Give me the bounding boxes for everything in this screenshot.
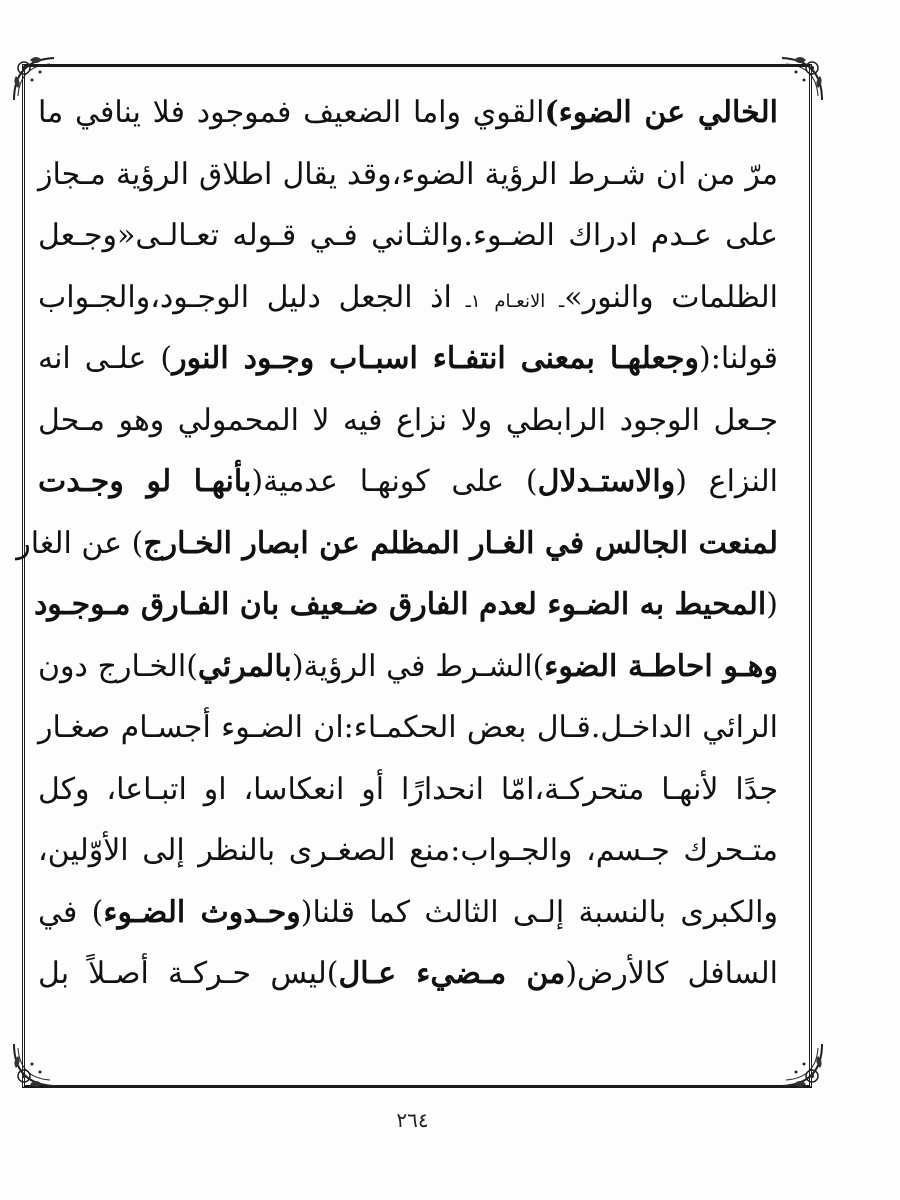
text-line [38, 390, 778, 452]
text-segment: الظلمات والنور» [564, 279, 778, 315]
text-segment: الرائي الداخـل.قـال بعض الحكمـاء:ان الضـوء أجسـام صغـار [38, 710, 778, 745]
text-segment: جـعل الوجود الرابطي ولا نزاع فيه لا المحمولي وهو مـحل [38, 402, 778, 438]
text-segment: ) في [38, 894, 104, 930]
text-segment: ) علـى انه [38, 341, 173, 376]
page-number: ٢٦٤ [396, 1108, 429, 1132]
text-segment: السافل كالأرض( [565, 956, 778, 991]
text-line [16, 513, 778, 575]
text-segment: متـحرك جـسم، والجـواب:منع الصغـرى بالنظر إلى الأوّلين، [38, 833, 778, 868]
bold-text-segment: وجعلهـا بمعنى انتفـاء اسبـاب وجـود النور [172, 341, 700, 376]
text-line [38, 820, 778, 882]
text-line [38, 267, 778, 329]
bold-text-segment: بأنهـا لو وجـدت [38, 464, 252, 499]
text-segment: قولنا:( [699, 341, 779, 376]
text-line [38, 205, 778, 267]
text-line [38, 328, 778, 390]
body-text [16, 82, 779, 1005]
text-line [38, 943, 778, 1005]
bold-text-segment: وهـو احاطـة الضوء [544, 648, 778, 684]
text-line [38, 882, 778, 944]
bold-text-segment: لمنعت الجالس في الغـار المظلم عن ابصار الخـارج [143, 525, 778, 561]
bold-text-segment: المحيط به الضـوء لعدم الفارق ضـعيف بان الفـارق مـوجـود [33, 587, 767, 622]
text-segment: والكبرى بالنسبة إلـى الثالث كما قلنا( [300, 894, 778, 930]
text-line [38, 451, 778, 513]
bold-text-segment: وحـدوث الضـوء [103, 894, 301, 930]
text-segment: )الشـرط في الرؤية( [291, 648, 545, 684]
text-segment: القوي واما الضعيف فموجود فلا ينافي ما [38, 95, 545, 130]
text-segment: )الخـارج دون [38, 648, 198, 684]
text-line [33, 574, 778, 636]
text-segment: )ليس حـركـة أصـلاً بل [38, 956, 339, 991]
bold-text-segment: بالمرئي [197, 648, 292, 684]
text-segment: على عـدم ادراك الضـوء.والثـاني فـي قـوله تعـالـى«وجـعل [38, 218, 778, 253]
text-segment: النزاع ( [675, 464, 778, 499]
corner-ornament-bottom-left [10, 1040, 70, 1092]
text-segment: ) عن الغار [16, 525, 144, 561]
text-segment: مرّ من ان شـرط الرؤية الضوء،وقد يقال اطلاق الرؤية مـجاز [38, 156, 778, 192]
text-segment: اذ الجعل دليل الوجـود،والجـواب [38, 279, 452, 315]
corner-ornament-bottom-right [766, 1040, 826, 1092]
text-segment: ) على كونهـا عدمية( [251, 464, 538, 499]
text-segment: جدًا لأنهـا متحركـة،امّا انحدارًا أو انعكاسا، او اتبـاعا، وكل [38, 771, 778, 807]
text-segment: ( [766, 587, 778, 622]
text-line [38, 697, 778, 759]
text-line [38, 144, 778, 206]
text-segment: ـ الانعـام ١ـ [451, 290, 565, 312]
text-line [38, 759, 778, 821]
bold-text-segment: من مـضيء عـال [338, 956, 566, 991]
text-line [38, 636, 778, 698]
bold-text-segment: والاستـدلال [537, 464, 676, 499]
text-line [38, 82, 778, 144]
bold-text-segment: الخالي عن الضوء) [544, 95, 778, 130]
